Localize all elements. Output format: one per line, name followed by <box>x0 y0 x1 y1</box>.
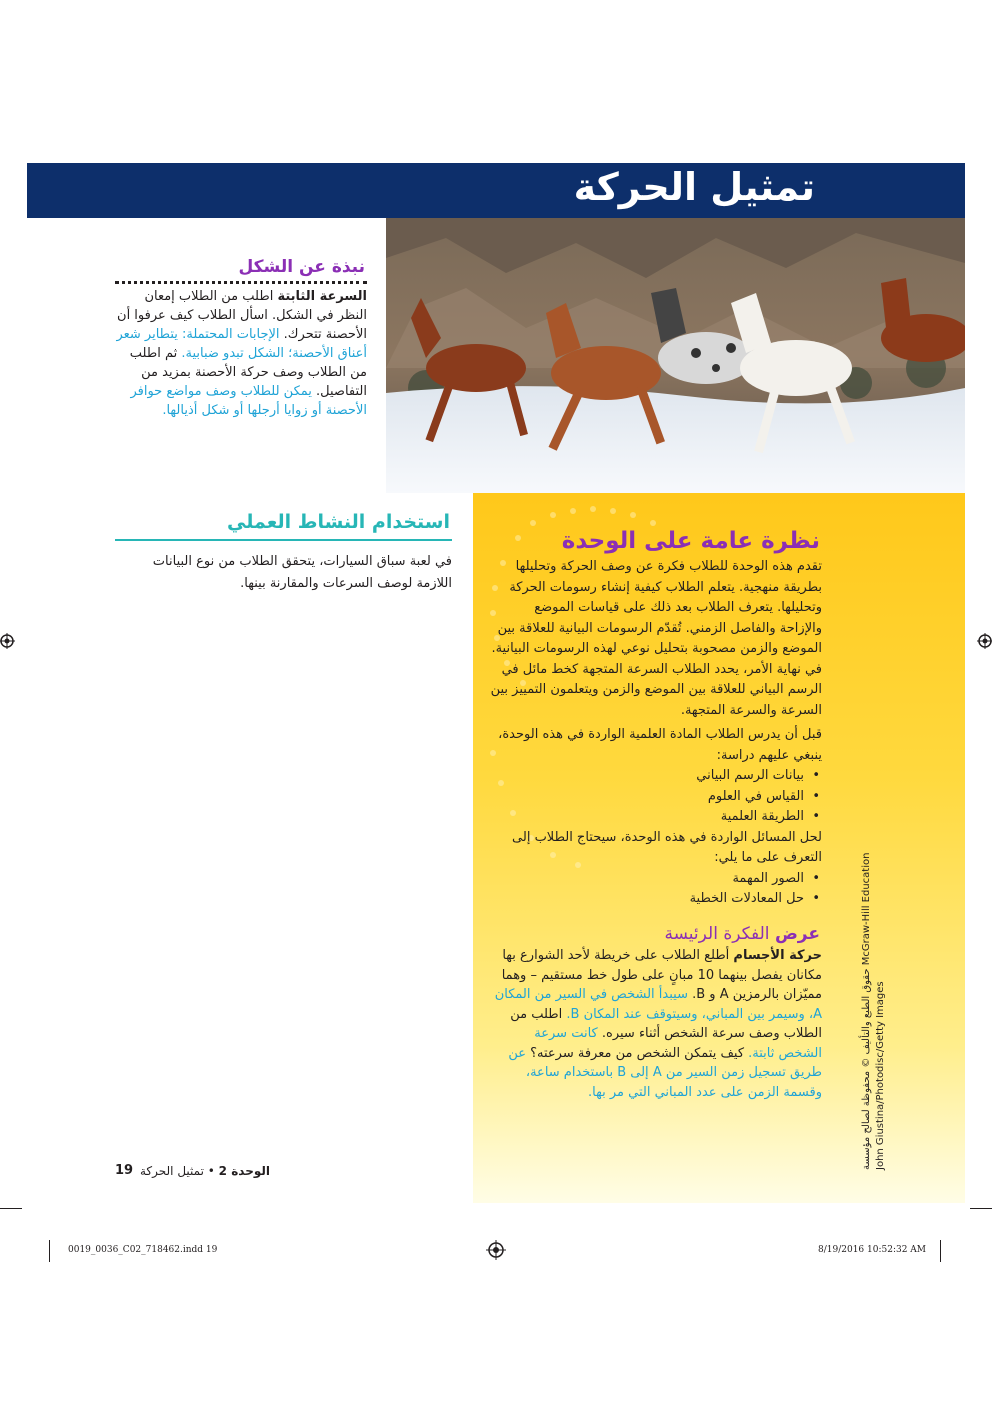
prerequisite-list <box>490 766 822 828</box>
main-idea-answer: سيبدأ الشخص في السير من المكان A، وسيمر بين المباني، وسيتوقف عند المكان B. <box>494 987 822 1022</box>
dotted-divider <box>115 281 367 284</box>
overview-paragraph-1: تقدم هذه الوحدة للطلاب فكرة عن وصف الحركة وتحليلها بطريقة منهجية. يتعلم الطلاب كيفية إنشاء رسومات الحركة وتحليلها. يتعرف الطلاب بعد ذلك على قياسات الموضع والإزاحة والفاصل الزمني. تُقدّم الرسومات البيانية للعلاقة بين الموضع والزمن مصحوبة بتحليل نوعي لهذه الرسومات البيانية. في نهاية الأمر، يحدد الطلاب السرعة المتجهة كخط مائل في الرسم البياني للعلاقة بين الموضع والزمن ويتعلمون التمييز بين السرعة والسرعة المتجهة. <box>490 559 822 718</box>
list-item: • الصور المهمة <box>490 869 822 890</box>
footer-separator: • <box>203 1164 219 1178</box>
overview-body <box>490 557 822 910</box>
skills-list <box>490 869 822 910</box>
main-idea-answer-3: عن طريق تسجيل زمن السير من A إلى B باستخدام ساعة، وقسمة الزمن على عدد المباني التي مر بها. <box>508 1045 822 1100</box>
running-footer <box>140 1164 270 1178</box>
list-item: • الطريقة العلمية <box>490 807 822 828</box>
figure-note-text-2: ثم اطلب من الطلاب وصف حركة الأحصنة بمزيد من التفاصيل. <box>129 346 367 399</box>
figure-note-heading: نبذة عن الشكل <box>238 257 365 277</box>
figure-note-answer-2: يمكن للطلاب وصف مواضع حوافر الأحصنة أو زوايا أرجلها أو شكل أذيالها. <box>130 384 367 418</box>
main-idea-lead: حركة الأجسام <box>733 948 822 963</box>
registration-mark-icon <box>976 632 992 650</box>
page-title: تمثيل الحركة <box>573 165 815 209</box>
overview-paragraph-3: لحل المسائل الواردة في هذه الوحدة، سيحتاج الطلاب إلى التعرف على ما يلي: <box>512 829 822 865</box>
main-idea-heading-accent: عرض <box>774 924 820 944</box>
list-item: • القياس في العلوم <box>490 787 822 808</box>
list-item: • بيانات الرسم البياني <box>490 766 822 787</box>
figure-note-lead: السرعة الثابتة <box>277 289 367 304</box>
main-idea-text-3: كيف يتمكن الشخص من معرفة سرعته؟ <box>525 1045 749 1061</box>
photo-credit-line: John Giustina/Photodisc/Getty Images <box>875 981 886 1170</box>
page-number: 19 <box>115 1163 134 1178</box>
overview-heading: نظرة عامة على الوحدة <box>561 528 820 554</box>
crop-mark <box>940 1240 941 1262</box>
practical-heading: استخدام النشاط العملي <box>227 511 450 533</box>
practical-divider <box>115 539 452 541</box>
figure-note-text: اطلب من الطلاب إمعان النظر في الشكل. اسأل الطلاب كيف عرفوا أن الأحصنة تتحرك. <box>117 289 367 342</box>
photo-credit <box>860 800 888 1170</box>
main-idea-answer-2: كانت سرعة الشخص ثابتة. <box>534 1026 822 1061</box>
crop-mark <box>970 1208 992 1209</box>
main-idea-body <box>490 946 822 1102</box>
copyright-line: حقوق الطبع والتأليف © محفوظة لصالح مؤسسة McGraw-Hill Education <box>861 852 872 1170</box>
title-banner <box>27 163 965 218</box>
main-idea-text: أطلع الطلاب على خريطة لأحد الشوارع بها مكانان يفصل بينهما 10 مبانٍ على طول خط مستقيم – وهما مميّزان بالرمزين A و B. <box>501 948 822 1002</box>
overview-paragraph-2: قبل أن يدرس الطلاب المادة العلمية الواردة في هذه الوحدة، ينبغي عليهم دراسة: <box>498 727 822 763</box>
crop-mark <box>49 1240 50 1262</box>
unit-label: الوحدة 2 <box>218 1164 270 1178</box>
crop-mark <box>0 1208 22 1209</box>
slug-filename: 0019_0036_C02_718462.indd 19 <box>68 1245 218 1255</box>
main-idea-heading-rest: الفكرة الرئيسة <box>664 924 775 944</box>
main-idea-heading <box>490 924 820 944</box>
figure-note-answer: الإجابات المحتملة: يتطاير شعر أعناق الأحصنة؛ الشكل تبدو ضبابية. <box>116 327 367 361</box>
practical-body: في لعبة سباق السيارات، يتحقق الطلاب من نوع البيانات اللازمة لوصف السرعات والمقارنة بينها. <box>152 554 452 591</box>
slug-timestamp: 8/19/2016 10:52:32 AM <box>818 1245 927 1255</box>
horses-photo <box>386 218 965 493</box>
horses-illustration <box>386 218 965 493</box>
figure-note-body <box>115 287 367 420</box>
list-item: • حل المعادلات الخطية <box>490 889 822 910</box>
unit-title: تمثيل الحركة <box>140 1164 204 1178</box>
main-idea-text-2: اطلب من الطلاب وصف سرعة الشخص أثناء سيره. <box>510 1006 822 1041</box>
registration-mark-icon <box>486 1240 506 1260</box>
registration-mark-icon <box>0 632 16 650</box>
